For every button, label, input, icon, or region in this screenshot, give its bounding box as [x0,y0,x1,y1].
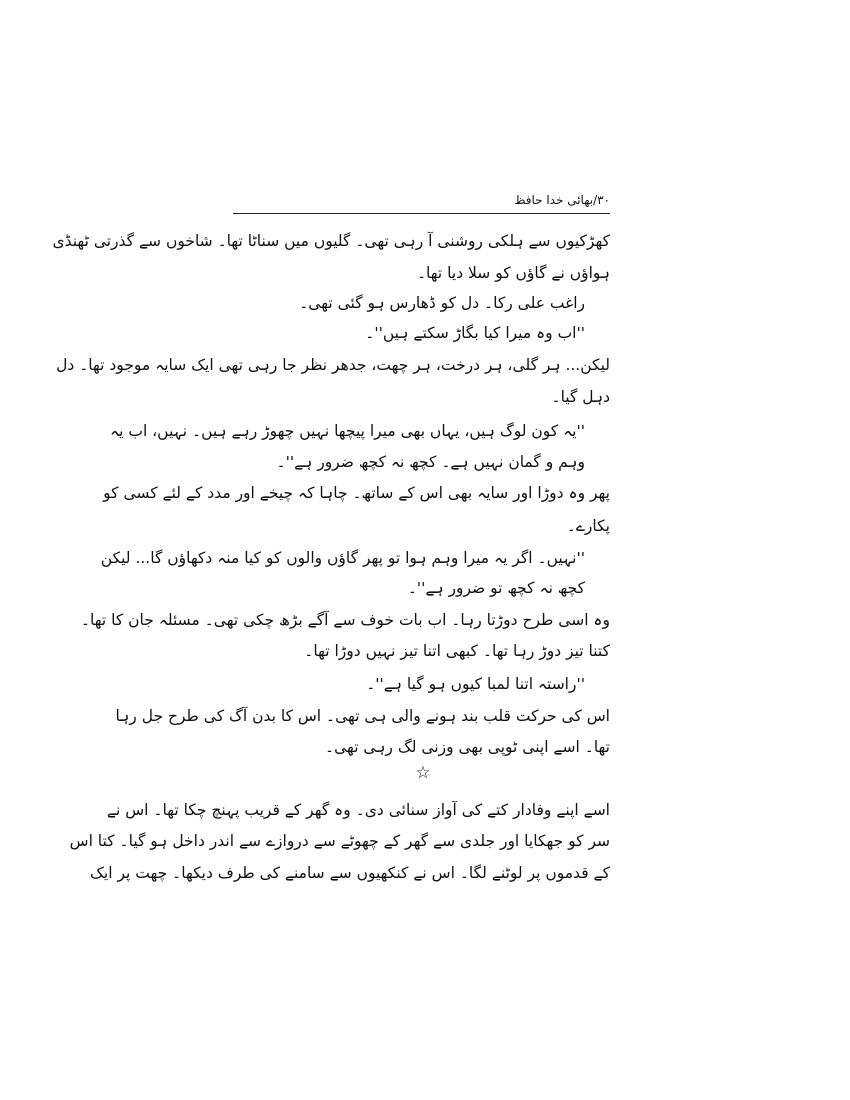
header-rule [233,213,610,214]
text-line: کتنا تیز دوڑ رہا تھا۔ کبھی اتنا تیز نہیں دوڑا تھا۔ [304,642,610,660]
text-line: کے قدموں پر لوٹنے لگا۔ اس نے کنکھیوں سے سامنے کی طرف دیکھا۔ چھت پر ایک [90,864,610,882]
text-line: سر کو جھکایا اور جلدی سے گھر کے چھوٹے سے دروازے سے اندر داخل ہو گیا۔ کتا اس [69,832,610,850]
section-break-star: ☆ [415,763,431,783]
text-line: وہ اسی طرح دوڑتا رہا۔ اب بات خوف سے آگے بڑھ چکی تھی۔ مسئلہ جان کا تھا۔ [80,611,610,629]
text-line: اس کی حرکت قلب بند ہونے والی ہی تھی۔ اس کا بدن آگ کی طرح جل رہا [115,707,610,725]
text-line: وہم و گمان نہیں ہے۔ کچھ نہ کچھ ضرور ہے''۔ [276,453,585,471]
text-line: اسے اپنے وفادار کتے کی آواز سنائی دی۔ وہ گھر کے قریب پہنچ چکا تھا۔ اس نے [106,801,610,819]
text-line: ''نہیں۔ اگر یہ میرا وہم ہوا تو پھر گاؤں والوں کو کیا منہ دکھاؤں گا... لیکن [100,549,585,567]
text-line: دہل گیا۔ [551,388,610,406]
text-line: تھا۔ اسے اپنی ٹوپی بھی وزنی لگ رہی تھی۔ [325,738,610,756]
text-line: کھڑکیوں سے ہلکی روشنی آ رہی تھی۔ گلیوں میں سناٹا تھا۔ شاخوں سے گذرتی ٹھنڈی [52,232,610,250]
text-line: پکارے۔ [566,517,610,535]
text-line: کچھ نہ کچھ تو ضرور ہے''۔ [407,579,585,597]
text-line: ''اب وہ میرا کیا بگاڑ سکتے ہیں''۔ [365,324,585,342]
text-line: لیکن... ہر گلی، ہر درخت، ہر چھت، جدھر نظر جا رہی تھی ایک سایہ موجود تھا۔ دل [56,356,610,374]
text-line: ''راستہ اتنا لمبا کیوں ہو گیا ہے''۔ [366,675,585,693]
text-line: راغب علی رکا۔ دل کو ڈھارس ہو گئی تھی۔ [299,294,585,312]
page-header: ۳۰/بھائی خدا حافظ [514,193,610,207]
text-line: ہواؤں نے گاؤں کو سلا دیا تھا۔ [416,264,610,282]
text-line: ''یہ کون لوگ ہیں، یہاں بھی میرا پیچھا نہیں چھوڑ رہے ہیں۔ نہیں، اب یہ [110,422,585,440]
text-line: پھر وہ دوڑا اور سایہ بھی اس کے ساتھ۔ چاہا کہ چیخے اور مدد کے لئے کسی کو [103,484,610,502]
